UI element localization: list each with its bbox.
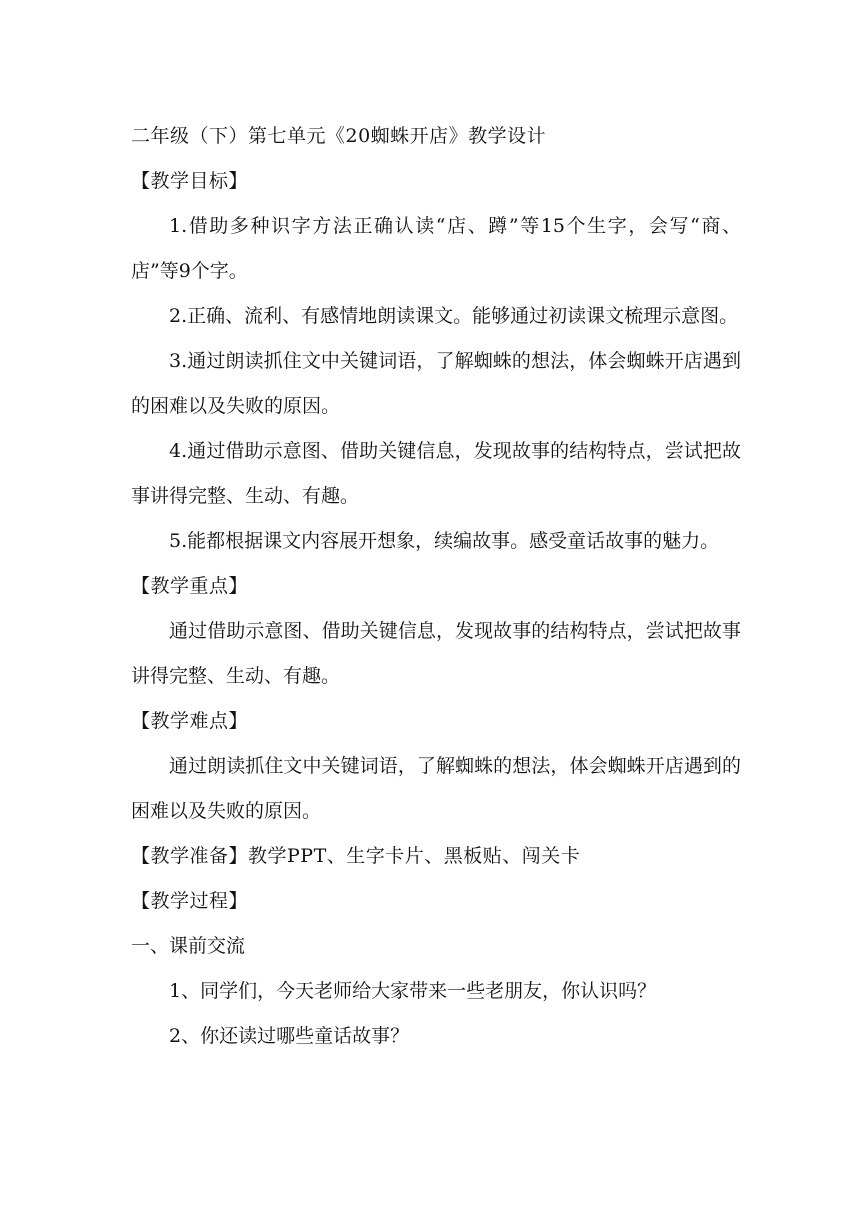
process-heading: 【教学过程】 xyxy=(131,890,249,912)
document-title: 二年级（下）第七单元《20蜘蛛开店》教学设计 xyxy=(131,125,547,147)
objective-item: 3.通过朗读抓住文中关键词语，了解蜘蛛的想法，体会蜘蛛开店遇到的困难以及失败的原因。 xyxy=(131,350,741,417)
difficulties-paragraph: 通过朗读抓住文中关键词语，了解蜘蛛的想法，体会蜘蛛开店遇到的困难以及失败的原因。 xyxy=(131,755,741,822)
difficulties-heading: 【教学难点】 xyxy=(131,710,249,732)
key-points-heading: 【教学重点】 xyxy=(131,575,249,597)
process-item: 2、你还读过哪些童话故事？ xyxy=(169,1025,410,1047)
objective-item: 4.通过借助示意图、借助关键信息，发现故事的结构特点，尝试把故事讲得完整、生动、有趣。 xyxy=(131,440,741,507)
process-step-heading: 一、课前交流 xyxy=(131,935,246,957)
key-points-paragraph: 通过借助示意图、借助关键信息，发现故事的结构特点，尝试把故事讲得完整、生动、有趣。 xyxy=(131,620,741,687)
objective-item: 1.借助多种识字方法正确认读“店、蹲”等15个生字，会写“商、店”等9个字。 xyxy=(131,215,741,282)
process-item: 1、同学们，今天老师给大家带来一些老朋友，你认识吗？ xyxy=(169,980,657,1002)
objectives-heading: 【教学目标】 xyxy=(131,170,249,192)
objective-item: 5.能都根据课文内容展开想象，续编故事。感受童话故事的魅力。 xyxy=(169,530,720,552)
objective-item: 2.正确、流利、有感情地朗读课文。能够通过初读课文梳理示意图。 xyxy=(169,305,739,327)
document-body xyxy=(131,114,741,1059)
preparation-line: 【教学准备】教学PPT、生字卡片、黑板贴、闯关卡 xyxy=(131,845,581,867)
